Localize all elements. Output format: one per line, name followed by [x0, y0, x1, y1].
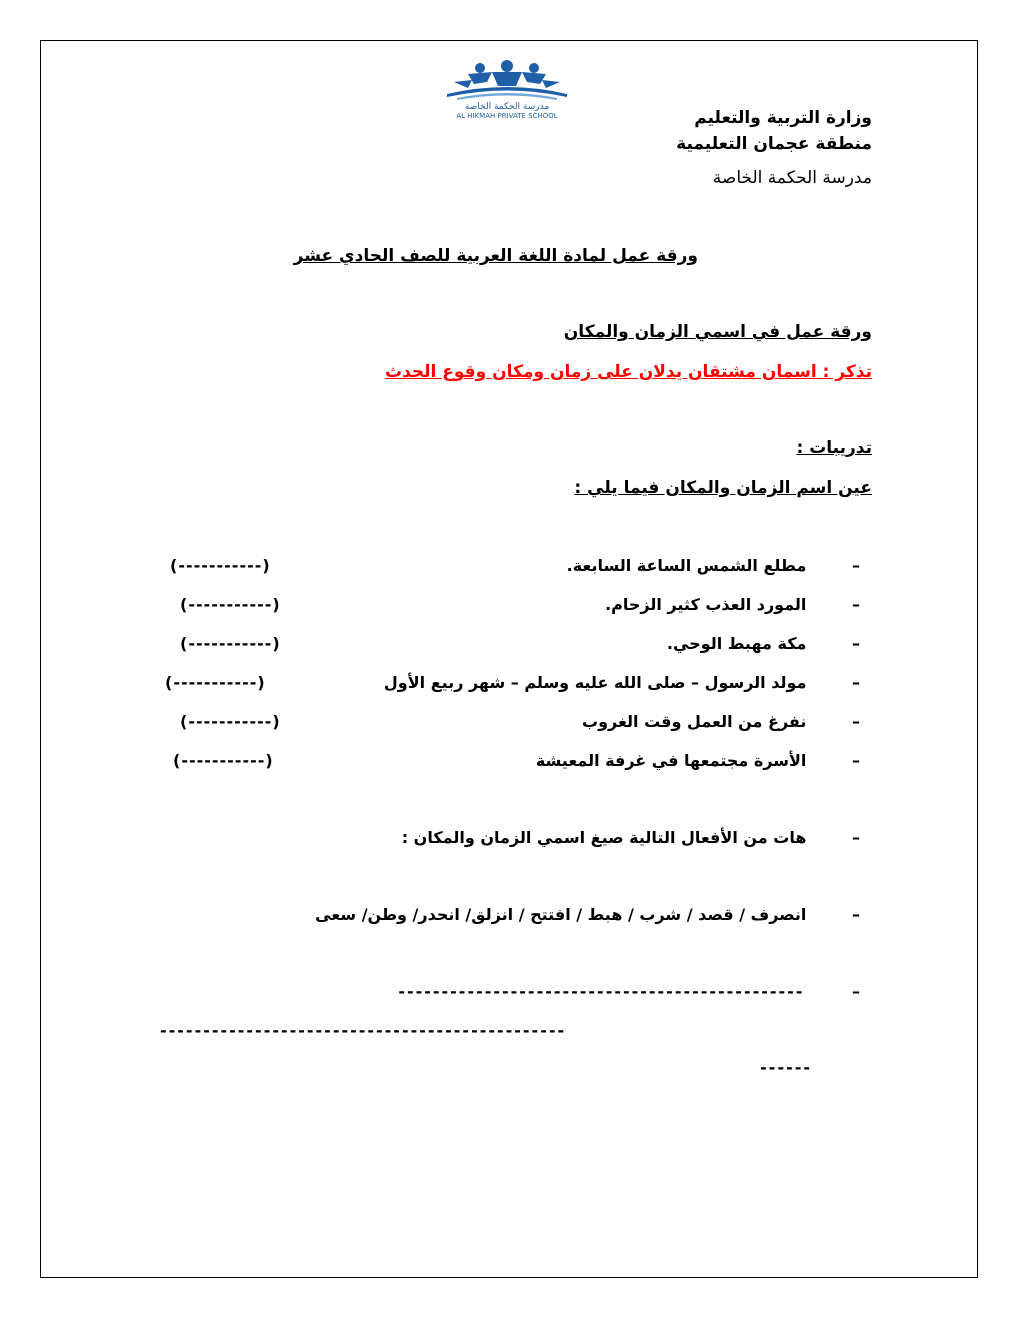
- answer-line[interactable]: -----------------------------------------------: [398, 982, 805, 1001]
- bullet: –: [852, 595, 860, 614]
- item-text: مولد الرسول – صلى الله عليه وسلم – شهر ربيع الأول: [383, 673, 807, 692]
- answer-blank-2[interactable]: (-----------): [180, 595, 281, 614]
- reminder-note: تذكر : اسمان مشتقان يدلان على زمان ومكان وقوع الحدث: [385, 362, 872, 382]
- bullet: –: [852, 673, 860, 692]
- task-two: [402, 828, 860, 847]
- exercise-item-3: [667, 634, 860, 653]
- item-text: الأسرة مجتمعها في غرفة المعيشة: [535, 751, 807, 770]
- bullet: –: [852, 982, 860, 1001]
- region-name: منطقة عجمان التعليمية: [676, 134, 872, 154]
- answer-blank-4[interactable]: (-----------): [165, 673, 266, 692]
- verbs-text: انصرف / قصد / شرب / هبط / افتتح / انزلق/ انحدر/ وطن/ سعى: [315, 905, 807, 924]
- bullet: –: [852, 828, 860, 847]
- exercise-item-5: [582, 712, 860, 731]
- task-two-text: هات من الأفعال التالية صيغ اسمي الزمان والمكان :: [401, 828, 807, 847]
- exercise-item-2: [605, 595, 860, 614]
- exercises-heading: تدريبات :: [796, 438, 872, 458]
- answer-blank-6[interactable]: (-----------): [173, 751, 274, 770]
- exercise-item-1: [567, 556, 860, 575]
- ministry-name: وزارة التربية والتعليم: [694, 108, 872, 128]
- item-text: نفرغ من العمل وقت الغروب: [582, 712, 807, 731]
- exercise-item-6: [536, 751, 860, 770]
- bullet: –: [852, 905, 860, 924]
- logo-arabic-text: مدرسة الحكمة الخاصة: [464, 102, 550, 112]
- verbs-list: [315, 905, 860, 924]
- exercise-item-4: [384, 673, 860, 692]
- task-one-heading: عين اسم الزمان والمكان فيما يلي :: [574, 478, 872, 498]
- answer-line-row-1[interactable]: [398, 982, 860, 1001]
- bullet: –: [852, 556, 860, 575]
- logo-english-text: AL HIKMAH PRIVATE SCHOOL: [456, 112, 558, 120]
- answer-line-row-3[interactable]: ------: [760, 1058, 812, 1077]
- bullet: –: [852, 751, 860, 770]
- item-text: مكة مهبط الوحي.: [666, 634, 807, 653]
- school-logo: [432, 60, 582, 122]
- bullet: –: [852, 712, 860, 731]
- worksheet-subtitle: ورقة عمل في اسمي الزمان والمكان: [563, 322, 872, 342]
- answer-line-row-2[interactable]: -----------------------------------------------: [160, 1021, 567, 1040]
- answer-blank-1[interactable]: (-----------): [170, 556, 271, 575]
- bullet: –: [852, 634, 860, 653]
- school-name: مدرسة الحكمة الخاصة: [712, 168, 872, 188]
- page-border: [40, 40, 978, 1278]
- answer-blank-3[interactable]: (-----------): [180, 634, 281, 653]
- item-text: المورد العذب كثير الزحام.: [605, 595, 807, 614]
- item-text: مطلع الشمس الساعة السابعة.: [566, 556, 807, 575]
- answer-blank-5[interactable]: (-----------): [180, 712, 281, 731]
- worksheet-title: ورقة عمل لمادة اللغة العربية للصف الحادي عشر: [293, 246, 698, 266]
